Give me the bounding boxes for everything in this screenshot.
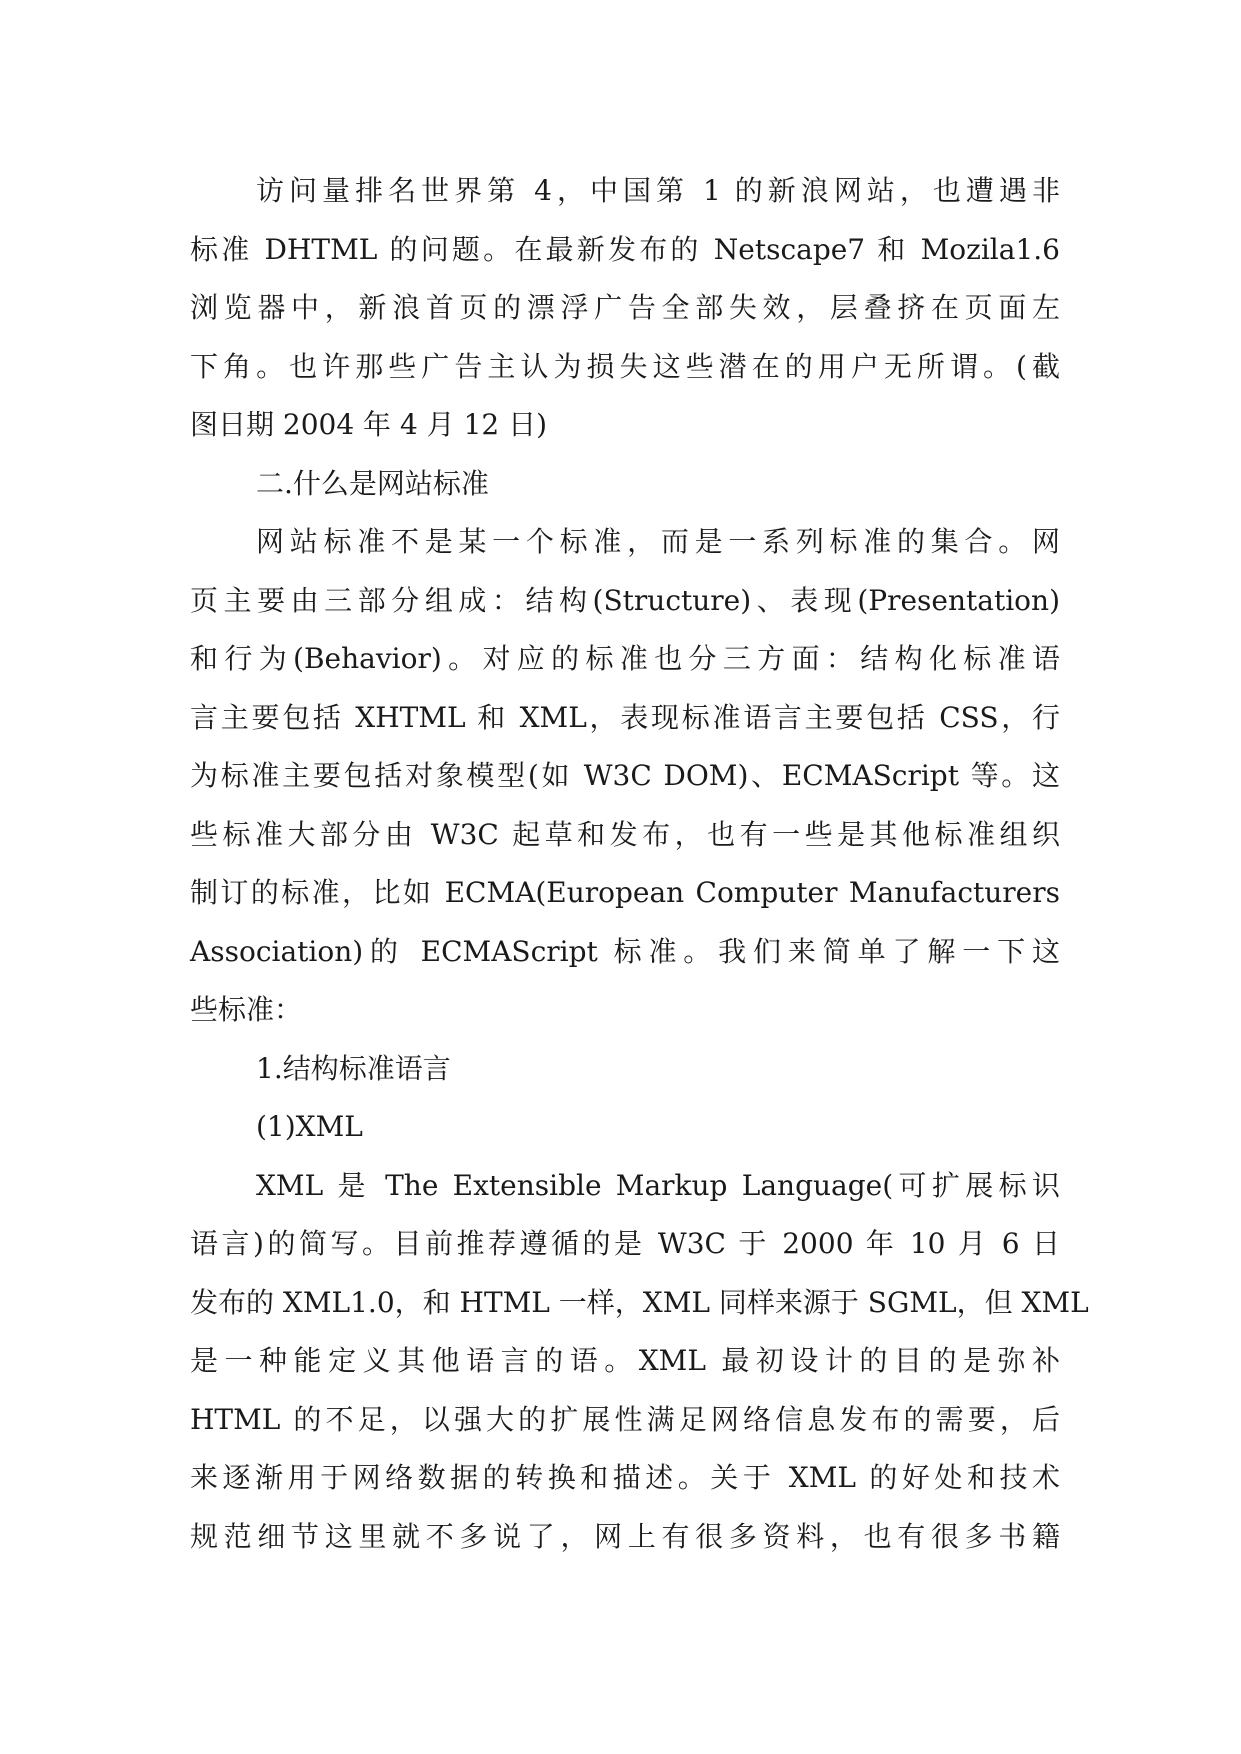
text-line: 规范细节这里就不多说了，网上有很多资料，也有很多书籍 [190, 1519, 1060, 1553]
text-line: 发布的 XML1.0，和 HTML 一样，XML 同样来源于 SGML，但 XML [190, 1285, 1089, 1319]
text-line: 和行为(Behavior)。对应的标准也分三方面：结构化标准语 [190, 642, 1060, 675]
text-line: 页主要由三部分组成：结构(Structure)、表现(Presentation) [190, 583, 1060, 617]
text-line: 言主要包括 XHTML 和 XML，表现标准语言主要包括 CSS，行 [190, 700, 1060, 734]
text-line: 些标准大部分由 W3C 起草和发布，也有一些是其他标准组织 [190, 817, 1060, 851]
text-line: Association)的 ECMAScript 标准。我们来简单了解一下这 [190, 934, 1060, 968]
text-line: 为标准主要包括对象模型(如 W3C DOM)、ECMAScript 等。这 [190, 759, 1060, 792]
section-heading: 二.什么是网站标准 [256, 466, 489, 500]
text-line: HTML 的不足，以强大的扩展性满足网络信息发布的需要，后 [190, 1402, 1060, 1436]
text-line: 网站标准不是某一个标准，而是一系列标准的集合。网 [256, 525, 1060, 558]
text-line: 浏览器中，新浪首页的漂浮广告全部失效，层叠挤在页面左 [190, 291, 1060, 324]
body-text [190, 162, 1089, 1566]
text-line: 标准 DHTML 的问题。在最新发布的 Netscape7 和 Mozila1.6 [190, 232, 1060, 266]
text-line: 图日期 2004 年 4 月 12 日) [190, 408, 548, 441]
text-line: XML 是 The Extensible Markup Language(可扩展标识 [256, 1168, 1060, 1202]
text-line: 来逐渐用于网络数据的转换和描述。关于 XML 的好处和技术 [190, 1461, 1060, 1494]
subsection-heading: (1)XML [256, 1110, 363, 1143]
subsection-heading: 1.结构标准语言 [256, 1051, 451, 1085]
text-line: 些标准： [190, 993, 303, 1026]
text-line: 语言)的简写。目前推荐遵循的是 W3C 于 2000 年 10 月 6 日 [190, 1227, 1060, 1260]
text-line: 是一种能定义其他语言的语。XML 最初设计的目的是弥补 [190, 1344, 1060, 1377]
text-line: 下角。也许那些广告主认为损失这些潜在的用户无所谓。(截 [190, 349, 1060, 383]
text-line: 访问量排名世界第 4，中国第 1 的新浪网站，也遭遇非 [256, 174, 1060, 207]
text-line: 制订的标准，比如 ECMA(European Computer Manufacturers [190, 876, 1060, 909]
